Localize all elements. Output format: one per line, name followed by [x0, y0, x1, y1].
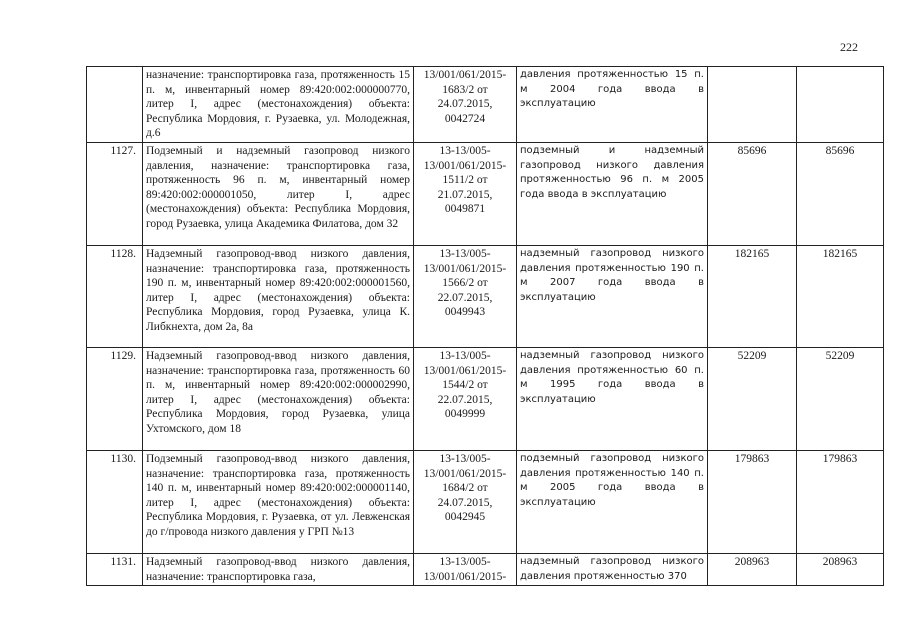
registration-line: 0042724 [444, 112, 486, 125]
object-characteristics: надземный газопровод низкого давления протяженностью 370 [517, 554, 708, 586]
row-number: 1130. [87, 451, 143, 554]
registration-line: 22.07.2015, [437, 291, 493, 304]
property-register-table [86, 66, 884, 586]
registration-line: 13/001/061/2015- [423, 159, 507, 172]
value-column-1 [708, 67, 797, 143]
registration-line: 0049999 [444, 408, 486, 421]
registration-info [414, 143, 517, 246]
registration-line: 13/001/061/2015- [423, 364, 507, 377]
object-characteristics: подземный и надземный газопровод низкого давления протяженностью 96 п. м 2005 года ввода в эксплуатацию [517, 143, 708, 246]
registration-line: 13-13/005- [439, 248, 491, 260]
registration-line: 1544/2 от [442, 379, 488, 392]
table-row [87, 67, 884, 143]
registration-line: 0042945 [444, 511, 486, 524]
registration-line: 13/001/061/2015- [423, 262, 507, 275]
value-column-1: 52209 [708, 348, 797, 451]
registration-line: 1511/2 от [442, 174, 488, 187]
value-column-2: 182165 [797, 246, 884, 348]
row-number [87, 67, 143, 143]
registration-line: 21.07.2015, [437, 188, 493, 201]
value-column-2: 208963 [797, 554, 884, 586]
page-number: 222 [840, 40, 858, 54]
table-row [87, 143, 884, 246]
row-number: 1131. [87, 554, 143, 586]
object-description: Подземный и надземный газопровод низкого давления, назначение: транспортировка газа, протяженность 96 п. м, инвентарный номер 89:420:002:000001050, литер I, адрес (местонахождения) объекта: Республика Мордовия, город Рузаевка, улица Академика Филатова, дом 32 [143, 143, 414, 246]
object-description: Надземный газопровод-ввод низкого давления, назначение: транспортировка газа, протяженность 190 п. м, инвентарный номер 89:420:002:000001560, литер I, адрес (местонахождения) объекта: Республика Мордовия, город Рузаевка, улица К. Либкнехта, дом 2а, 8а [143, 246, 414, 348]
table-row [87, 246, 884, 348]
registration-line: 13-13/005- [439, 556, 491, 568]
row-number: 1129. [87, 348, 143, 451]
value-column-2 [797, 67, 884, 143]
registration-info [414, 67, 517, 143]
object-characteristics: надземный газопровод низкого давления протяженностью 190 п. м 2007 года ввода в эксплуатацию [517, 246, 708, 348]
value-column-1: 182165 [708, 246, 797, 348]
registration-line: 24.07.2015, [437, 496, 493, 509]
table-row [87, 554, 884, 586]
registration-line: 13/001/061/2015- [423, 69, 507, 81]
value-column-2: 85696 [797, 143, 884, 246]
object-description: Надземный газопровод-ввод низкого давления, назначение: транспортировка газа, протяженность 60 п. м, инвентарный номер 89:420:002:000002990, литер I, адрес (местонахождения) объекта: Республика Мордовия, город Рузаевка, улица Ухтомского, дом 18 [143, 348, 414, 451]
object-description: Подземный газопровод-ввод низкого давления, назначение: транспортировка газа, протяженность 140 п. м, инвентарный номер 89:420:002:000001140, литер I, адрес (местонахождения) объекта: Республика Мордовия, г. Рузаевка, от ул. Левженская до г/провода низкого давления у ГРП №13 [143, 451, 414, 554]
registration-line: 0049871 [444, 203, 486, 216]
registration-line: 1684/2 от [442, 482, 488, 495]
registration-info [414, 348, 517, 451]
registration-line: 24.07.2015, [437, 98, 493, 111]
value-column-2: 52209 [797, 348, 884, 451]
row-number: 1127. [87, 143, 143, 246]
registration-line: 13/001/061/2015- [423, 467, 507, 480]
object-characteristics: надземный газопровод низкого давления протяженностью 60 п. м 1995 года ввода в эксплуатацию [517, 348, 708, 451]
registration-info [414, 246, 517, 348]
object-characteristics: давления протяженностью 15 п. м 2004 года ввода в эксплуатацию [517, 67, 708, 143]
object-characteristics: подземный газопровод низкого давления протяженностью 140 п. м 2005 года ввода в эксплуатацию [517, 451, 708, 554]
value-column-1: 179863 [708, 451, 797, 554]
registration-info [414, 451, 517, 554]
value-column-1: 85696 [708, 143, 797, 246]
row-number: 1128. [87, 246, 143, 348]
registration-line: 13-13/005- [439, 350, 491, 362]
object-description: назначение: транспортировка газа, протяженность 15 п. м, инвентарный номер 89:420:002:000000770, литер I, адрес (местонахождения) объекта: Республика Мордовия, г. Рузаевка, ул. Молодежная, д.6 [143, 67, 414, 143]
registration-line: 0049943 [444, 306, 486, 319]
object-description: Надземный газопровод-ввод низкого давления, назначение: транспортировка газа, [143, 554, 414, 586]
table-row [87, 451, 884, 554]
registration-line: 1683/2 от [442, 83, 488, 96]
registration-line: 13-13/005- [439, 453, 491, 465]
value-column-2: 179863 [797, 451, 884, 554]
registration-info [414, 554, 517, 586]
registration-line: 1566/2 от [442, 277, 488, 290]
registration-line: 13-13/005- [439, 145, 491, 157]
registration-line: 22.07.2015, [437, 393, 493, 406]
registration-line: 13/001/061/2015- [423, 570, 507, 583]
table-row [87, 348, 884, 451]
value-column-1: 208963 [708, 554, 797, 586]
